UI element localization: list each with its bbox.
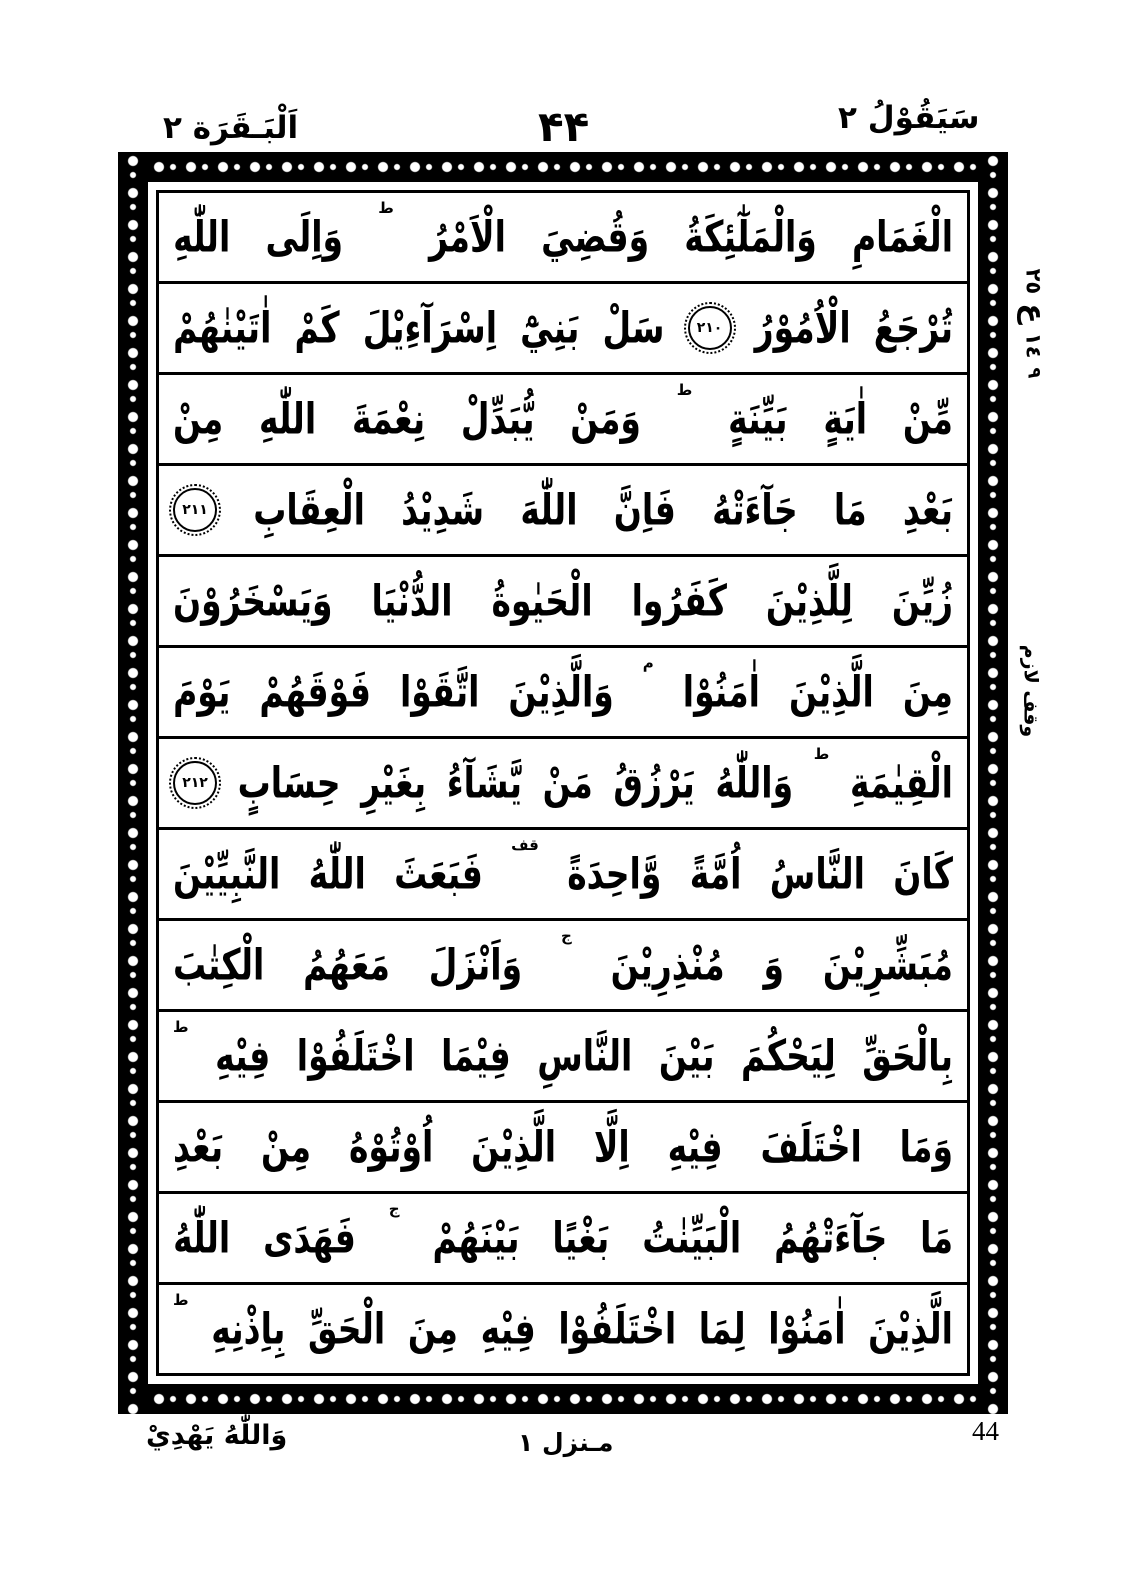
quran-word: كَمْ [294, 301, 340, 353]
ayah-end-medallion: ٢١٠ [688, 306, 732, 350]
quran-word: يَوْمَ [173, 665, 231, 717]
quran-word: مِّنْ [902, 392, 953, 444]
ruku-ain-symbol: ع [1016, 302, 1052, 324]
quran-line [159, 193, 967, 281]
waqf-mark: ج [388, 1200, 400, 1218]
quran-text-area [156, 190, 970, 1376]
quran-word: بَغْيًا [552, 1211, 610, 1263]
quran-word: مَا [920, 1211, 953, 1263]
quran-word: اٰتَيْنٰهُمْ [173, 301, 272, 353]
quran-word: وَاللّٰهُ [715, 756, 794, 808]
quran-word: فِيْهِ [215, 1029, 271, 1081]
ruku-count-lower: ٩ [1023, 366, 1045, 378]
quran-word: يُّبَدِّلْ [460, 392, 535, 444]
quran-word: الْحَقِّ [308, 1302, 386, 1354]
quran-word: جَآءَتْهُ [712, 483, 798, 535]
quran-word: سَلْ [602, 301, 665, 353]
quran-word: بَيِّنَةٍ [728, 392, 788, 444]
quran-word: كَفَرُوا [631, 574, 727, 626]
quran-word: اِلَّا [593, 1120, 630, 1172]
page-number: 44 [972, 1416, 999, 1446]
waqf-lazim-note: وقف لازم [1019, 644, 1042, 738]
quran-word: مِنَ [902, 665, 953, 717]
quran-word: بَعْدِ [902, 483, 953, 535]
quran-word: وَّاحِدَةً [567, 847, 662, 899]
quran-word: الَّذِيْنَ [789, 665, 874, 717]
catchword: وَاللّٰهُ يَهْدِيْ [146, 1420, 288, 1451]
ayah-end-medallion: ٢١١ [173, 488, 217, 532]
quran-word: بَنِيْٓ [520, 301, 580, 353]
quran-word: اللّٰهِ [258, 392, 317, 444]
quran-line [159, 1282, 967, 1373]
ornamental-frame [118, 152, 1008, 1414]
quran-word: اُوْتُوْهُ [348, 1120, 434, 1172]
quran-word: جَآءَتْهُمُ [774, 1211, 888, 1263]
quran-word: وَاِلَى [265, 210, 344, 262]
quran-word: اٰيَةٍ [823, 392, 868, 444]
quran-word: النَّاسُ [769, 847, 865, 899]
quran-line [159, 281, 967, 372]
ruku-marker [1002, 248, 1066, 398]
quran-word: مِنْ [260, 1120, 312, 1172]
manzil-label: مـنزل ١ [518, 1428, 614, 1457]
quran-word: تُرْجَعُ [873, 301, 953, 353]
quran-word: وَ [763, 938, 785, 990]
quran-word: النَّاسِ [537, 1029, 633, 1081]
quran-word: الْعِقَابِ [253, 483, 365, 535]
ruku-count-upper: ٢٥ [1022, 268, 1046, 294]
quran-word: مُبَشِّرِيْنَ [822, 938, 953, 990]
quran-word: النَّبِيِّيْنَ [173, 847, 281, 899]
quran-word: اللّٰهُ [308, 847, 366, 899]
quran-word: مُنْذِرِيْنَ [610, 938, 725, 990]
quran-word: الَّذِيْنَ [471, 1120, 557, 1172]
quran-line [159, 1191, 967, 1282]
quran-word: لِمَا [698, 1302, 746, 1354]
quran-word: فِيْهِ [667, 1120, 723, 1172]
surah-title: اَلْبَـقَرَة ٢ [163, 110, 299, 146]
frame-border-top-ornament [118, 152, 1008, 182]
quran-word: يَّشَآءُ [446, 756, 523, 808]
quran-word: الْقِيٰمَةِ [849, 756, 953, 808]
quran-word: وَالْمَلٰٓئِكَةُ [684, 210, 817, 262]
quran-word: وَمَا [899, 1120, 953, 1172]
frame-border-left-ornament [118, 152, 148, 1414]
quran-word: فَوْقَهُمْ [259, 665, 371, 717]
quran-word: فَاِنَّ [613, 483, 676, 535]
quran-word: لِيَحْكُمَ [741, 1029, 836, 1081]
quran-line [159, 463, 967, 554]
quran-word: فِيْمَا [441, 1029, 511, 1081]
quran-word: بَيْنَهُمْ [432, 1211, 520, 1263]
quran-word: بِالْحَقِّ [862, 1029, 953, 1081]
quran-word: نِعْمَةَ [351, 392, 426, 444]
quran-word: وَيَسْخَرُوْنَ [173, 574, 333, 626]
quran-word: الْبَيِّنٰتُ [642, 1211, 742, 1263]
quran-word: مَنْ [542, 756, 593, 808]
quran-word: اتَّقَوْا [399, 665, 480, 717]
quran-word: الْاَمْرُ [429, 210, 506, 262]
quran-word: الَّذِيْنَ [868, 1302, 953, 1354]
quran-word: الدُّنْيَا [371, 574, 453, 626]
quran-word: حِسَابٍ [237, 756, 341, 808]
quran-line [159, 645, 967, 736]
page-number-arabic: ۴۴ [538, 102, 590, 151]
quran-word: اللّٰهَ [520, 483, 578, 535]
frame-border-bottom-ornament [118, 1384, 1008, 1414]
quran-line [159, 1100, 967, 1191]
quran-word: الْحَيٰوةُ [491, 574, 593, 626]
quran-word: شَدِيْدُ [401, 483, 485, 535]
quran-word: مِنْ [173, 392, 224, 444]
quran-word: بِغَيْرِ [361, 756, 427, 808]
quran-word: زُيِّنَ [891, 574, 953, 626]
quran-word: فَهَدَى [263, 1211, 356, 1263]
quran-line [159, 918, 967, 1009]
quran-word: كَانَ [893, 847, 953, 899]
quran-word: بِاِذْنِهِ [211, 1302, 286, 1354]
quran-word: وَاَنْزَلَ [428, 938, 523, 990]
waqf-mark: ج [560, 927, 572, 945]
quran-word: مِنَ [407, 1302, 458, 1354]
waqf-mark: ط [813, 745, 830, 763]
waqf-mark: ط [378, 199, 394, 217]
waqf-mark: ط [173, 1018, 189, 1036]
waqf-mark: قف [511, 836, 539, 854]
quran-word: الْاُمُوْرُ [754, 301, 851, 353]
quran-line [159, 1009, 967, 1100]
quran-word: الْغَمَامِ [851, 210, 953, 262]
quran-word: اخْتَلَفُوْا [558, 1302, 677, 1354]
waqf-mark: ط [676, 381, 693, 399]
waqf-mark: م [642, 654, 654, 672]
quran-word: بَعْدِ [173, 1120, 224, 1172]
ruku-count-middle: ١٤ [1022, 332, 1046, 358]
quran-word: وَمَنْ [570, 392, 641, 444]
quran-word: اخْتَلَفَ [760, 1120, 862, 1172]
quran-word: فِيْهِ [480, 1302, 536, 1354]
quran-word: اللّٰهِ [173, 210, 231, 262]
quran-word: وَقُضِيَ [541, 210, 650, 262]
waqf-mark: ط [173, 1291, 189, 1309]
quran-word: يَرْزُقُ [613, 756, 695, 808]
quran-word: اٰمَنُوْا [768, 1302, 846, 1354]
ayah-end-medallion: ٢١٢ [173, 761, 217, 805]
quran-word: لِلَّذِيْنَ [765, 574, 853, 626]
quran-word: اُمَّةً [689, 847, 742, 899]
quran-line [159, 554, 967, 645]
quran-line [159, 827, 967, 918]
quran-word: مَعَهُمُ [303, 938, 390, 990]
quran-word: اٰمَنُوْا [682, 665, 760, 717]
quran-word: مَا [833, 483, 867, 535]
quran-word: اللّٰهُ [173, 1211, 231, 1263]
quran-word: بَيْنَ [658, 1029, 715, 1081]
quran-word: فَبَعَثَ [394, 847, 483, 899]
juz-title: سَيَقُوْلُ ٢ [838, 100, 980, 136]
quran-word: اخْتَلَفُوْا [296, 1029, 415, 1081]
quran-line [159, 372, 967, 463]
quran-line [159, 736, 967, 827]
quran-word: اِسْرَآءِيْلَ [362, 301, 498, 353]
quran-word: الْكِتٰبَ [173, 938, 265, 990]
quran-word: وَالَّذِيْنَ [508, 665, 614, 717]
